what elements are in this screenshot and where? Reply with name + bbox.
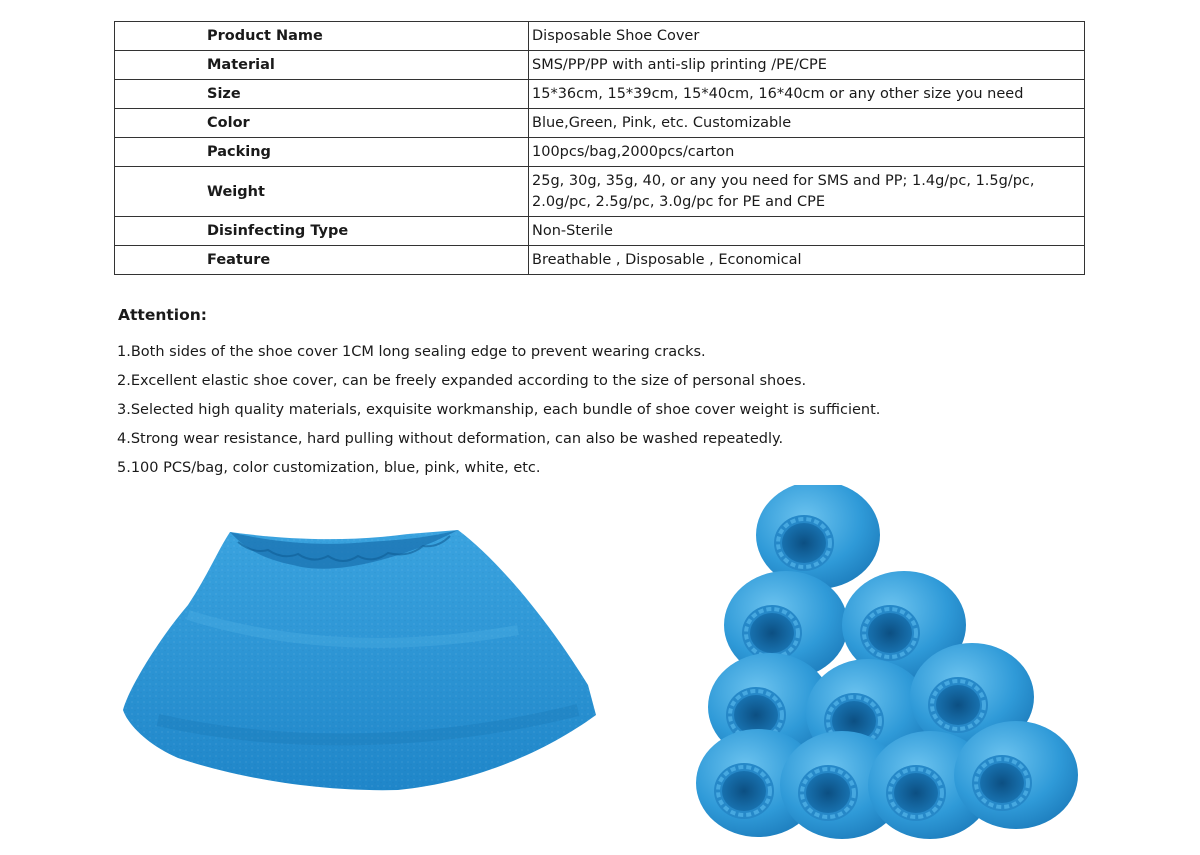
shoe-cover-roll xyxy=(954,721,1078,829)
attention-list xyxy=(117,341,880,486)
spec-key: Material xyxy=(115,51,529,80)
spec-value: 100pcs/bag,2000pcs/carton xyxy=(529,138,1085,167)
spec-key: Size xyxy=(115,80,529,109)
attention-heading: Attention: xyxy=(118,306,207,324)
list-item: 4.Strong wear resistance, hard pulling without deformation, can also be washed repeatedly. xyxy=(117,431,784,447)
table-row xyxy=(115,246,1085,275)
spec-key: Product Name xyxy=(115,22,529,51)
spec-value: Blue,Green, Pink, etc. Customizable xyxy=(529,109,1085,138)
spec-value: Breathable , Disposable , Economical xyxy=(529,246,1085,275)
spec-key: Feature xyxy=(115,246,529,275)
spec-key: Color xyxy=(115,109,529,138)
list-item: 3.Selected high quality materials, exquisite workmanship, each bundle of shoe cover weight is sufficient. xyxy=(117,402,881,418)
spec-key: Weight xyxy=(115,167,529,217)
spec-value: 25g, 30g, 35g, 40, or any you need for SMS and PP; 1.4g/pc, 1.5g/pc, 2.0g/pc, 2.5g/pc, 3.0g/pc for PE and CPE xyxy=(529,167,1085,217)
single-shoe-cover-photo xyxy=(118,520,618,810)
table-row xyxy=(115,22,1085,51)
table-row xyxy=(115,138,1085,167)
list-item: 1.Both sides of the shoe cover 1CM long sealing edge to prevent wearing cracks. xyxy=(117,344,706,360)
table-row xyxy=(115,80,1085,109)
spec-key: Packing xyxy=(115,138,529,167)
list-item: 5.100 PCS/bag, color customization, blue, pink, white, etc. xyxy=(117,460,541,476)
spec-value: Non-Sterile xyxy=(529,217,1085,246)
table-row xyxy=(115,51,1085,80)
stacked-shoe-covers-photo xyxy=(690,485,1090,840)
spec-value: SMS/PP/PP with anti-slip printing /PE/CPE xyxy=(529,51,1085,80)
spec-key: Disinfecting Type xyxy=(115,217,529,246)
list-item: 2.Excellent elastic shoe cover, can be freely expanded according to the size of personal shoes. xyxy=(117,373,807,389)
spec-value: Disposable Shoe Cover xyxy=(529,22,1085,51)
table-row xyxy=(115,109,1085,138)
table-row xyxy=(115,217,1085,246)
spec-value: 15*36cm, 15*39cm, 15*40cm, 16*40cm or any other size you need xyxy=(529,80,1085,109)
table-row xyxy=(115,167,1085,217)
specification-table xyxy=(114,21,1085,275)
